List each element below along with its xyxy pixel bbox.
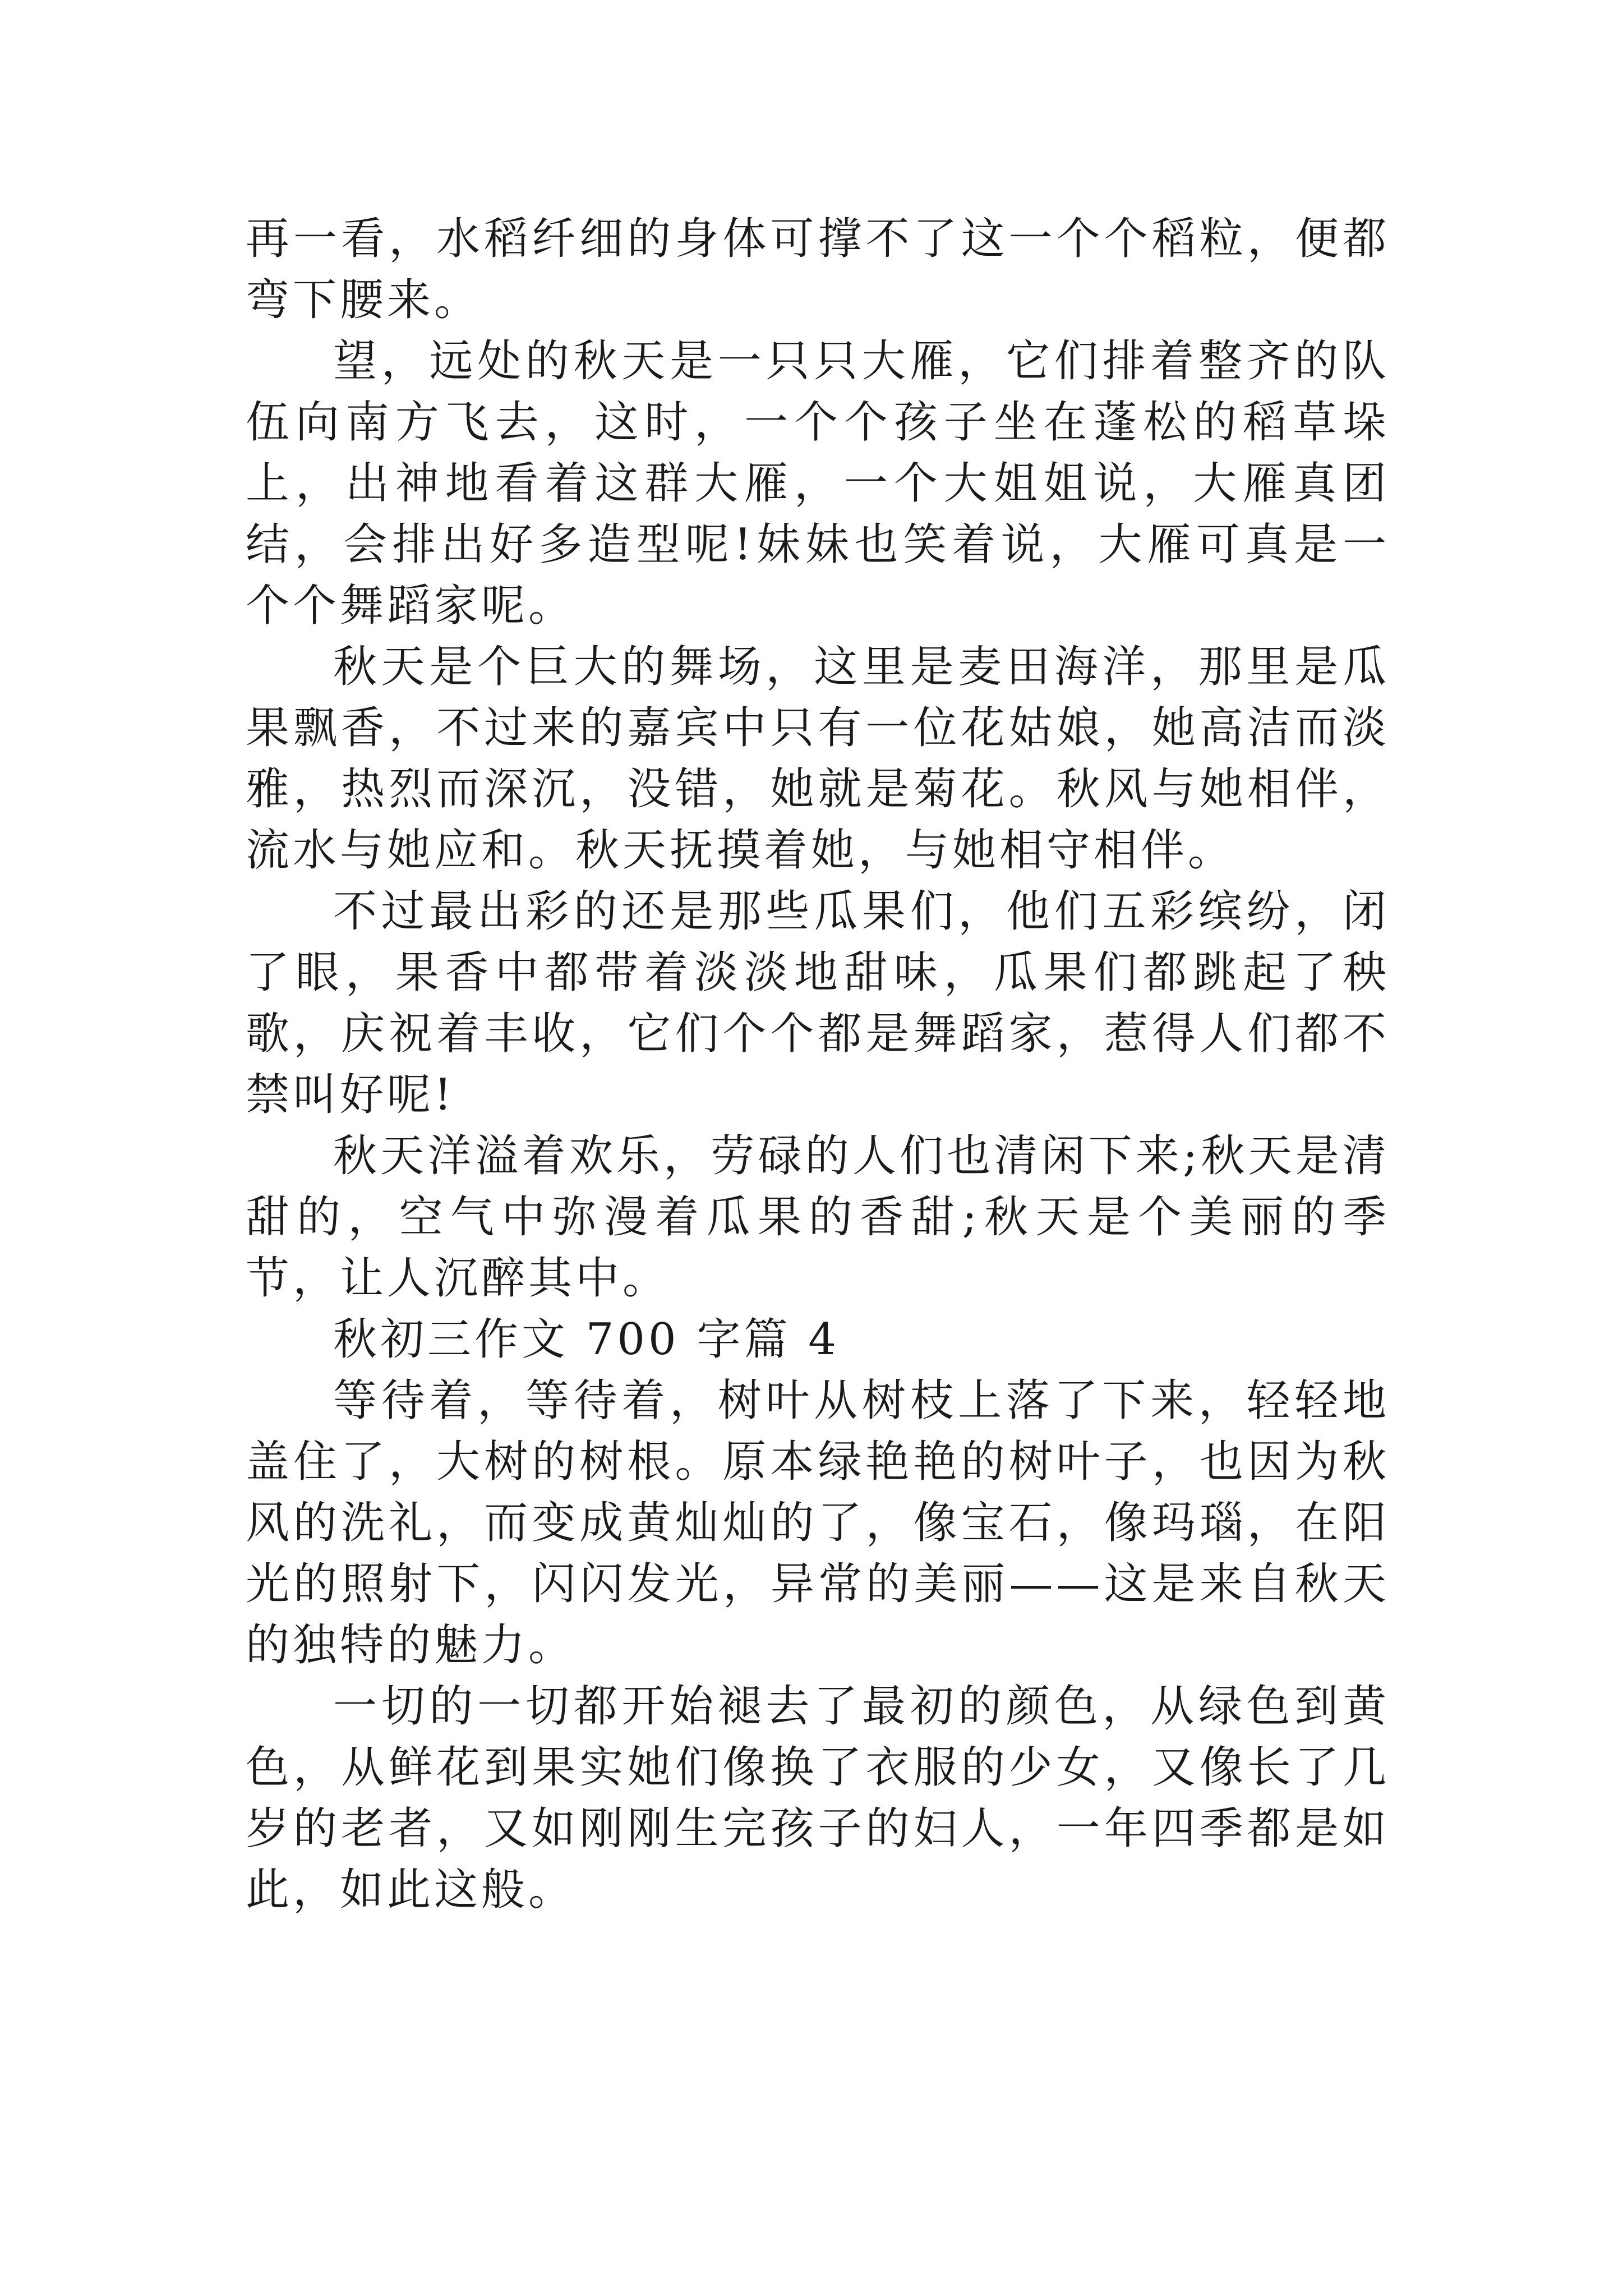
paragraph: 等待着，等待着，树叶从树枝上落了下来，轻轻地盖住了，大树的树根。原本绿艳艳的树叶子，也因为秋风的洗礼，而变成黄灿灿的了，像宝石，像玛瑙，在阳光的照射下，闪闪发光，异常的美丽——这是来自秋天的独特的魅力。 [246,1375,1390,1671]
document-body [246,209,1390,1921]
paragraph: 秋天是个巨大的舞场，这里是麦田海洋，那里是瓜果飘香，不过来的嘉宾中只有一位花姑娘，她高洁而淡雅，热烈而深沉，没错，她就是菊花。秋风与她相伴，流水与她应和。秋天抚摸着她，与她相守相伴。 [246,642,1390,876]
paragraph: 秋天洋溢着欢乐，劳碌的人们也清闲下来;秋天是清甜的，空气中弥漫着瓜果的香甜;秋天是个美丽的季节，让人沉醉其中。 [246,1131,1390,1304]
paragraph: 望，远处的秋天是一只只大雁，它们排着整齐的队伍向南方飞去，这时，一个个孩子坐在蓬松的稻草垛上，出神地看着这群大雁，一个大姐姐说，大雁真团结，会排出好多造型呢!妹妹也笑着说，大雁可真是一个个舞蹈家呢。 [246,336,1390,631]
paragraph: 再一看，水稻纤细的身体可撑不了这一个个稻粒，便都弯下腰来。 [246,214,1390,325]
paragraph: 不过最出彩的还是那些瓜果们，他们五彩缤纷，闭了眼，果香中都带着淡淡地甜味，瓜果们都跳起了秧歌，庆祝着丰收，它们个个都是舞蹈家，惹得人们都不禁叫好呢! [246,886,1390,1120]
section-heading: 秋初三作文 700 字篇 4 [333,1314,840,1365]
paragraph: 一切的一切都开始褪去了最初的颜色，从绿色到黄色，从鲜花到果实她们像换了衣服的少女，又像长了几岁的老者，又如刚刚生完孩子的妇人，一年四季都是如此，如此这般。 [246,1681,1390,1915]
